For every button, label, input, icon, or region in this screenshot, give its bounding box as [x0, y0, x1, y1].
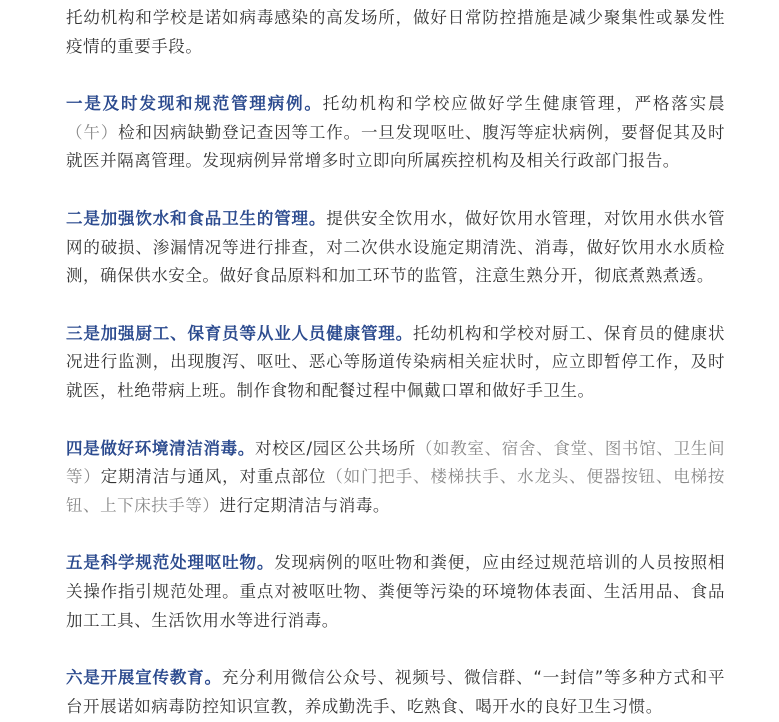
section-5-text: 发现病例的呕吐物和粪便，应由经过规范培训的人员按照相关操作指引规范处理。重点对被呕吐物、粪便等污染的环境物体表面、生活用品、食品加工工具、生活饮用水等进行消毒。	[66, 553, 725, 630]
section-1-text: 托幼机构和学校应做好学生健康管理，严格落实晨	[322, 94, 725, 114]
section-1-text-cont: 检和因病缺勤登记查因等工作。一旦发现呕吐、腹泻等症状病例，要督促其及时就医并隔离管理。发现病例异常增多时立即向所属疾控机构及相关行政部门报告。	[66, 122, 726, 171]
section-5-heading: 五是科学规范处理呕吐物。	[66, 553, 275, 573]
section-4-paragraph	[66, 435, 725, 521]
section-2-paragraph	[66, 205, 725, 291]
section-4-aside-parts: （如门把手、楼梯扶手、水龙头、便器按钮、电梯按钮、上下床扶手等）	[66, 467, 725, 515]
section-2-text: 提供安全饮用水，做好饮用水管理，对饮用水供水管网的破损、渗漏情况等进行排查，对二次供水设施定期清洗、消毒，做好饮用水水质检测，确保供水安全。做好食品原料和加工环节的监管，注意生熟分开，彻底煮熟煮透。	[66, 208, 725, 286]
section-3-paragraph	[66, 320, 725, 406]
section-6-paragraph	[66, 664, 725, 721]
section-6-heading: 六是开展宣传教育。	[66, 668, 222, 688]
section-4-text-end: 进行定期清洁与消毒。	[219, 495, 390, 515]
section-4-text: 对校区/园区公共场所	[255, 438, 416, 458]
section-6-text: 充分利用微信公众号、视频号、微信群、“一封信”等多种方式和平台开展诺如病毒防控知识宣教，养成勤洗手、吃熟食、喝开水的良好卫生习惯。	[66, 668, 725, 716]
section-4-heading: 四是做好环境清洁消毒。	[66, 438, 255, 458]
section-1-paragraph	[66, 90, 725, 176]
section-1-aside: （午）	[66, 122, 119, 142]
section-1-heading: 一是及时发现和规范管理病例。	[66, 94, 323, 114]
section-4-aside-places: （如教室、宿舍、食堂、图书馆、卫生间等）	[66, 438, 725, 487]
section-3-heading: 三是加强厨工、保育员等从业人员健康管理。	[66, 323, 413, 343]
section-4-text-cont: 定期清洁与通风，对重点部位	[100, 467, 327, 487]
section-3-text: 托幼机构和学校对厨工、保育员的健康状况进行监测，出现腹泻、呕吐、恶心等肠道传染病相关症状时，应立即暂停工作，及时就医，杜绝带病上班。制作食物和配餐过程中佩戴口罩和做好手卫生。	[66, 323, 725, 400]
section-2-heading: 二是加强饮水和食品卫生的管理。	[66, 208, 327, 228]
section-5-paragraph	[66, 549, 725, 635]
intro-paragraph: 托幼机构和学校是诺如病毒感染的高发场所，做好日常防控措施是减少聚集性或暴发性疫情的重要手段。	[66, 8, 725, 56]
